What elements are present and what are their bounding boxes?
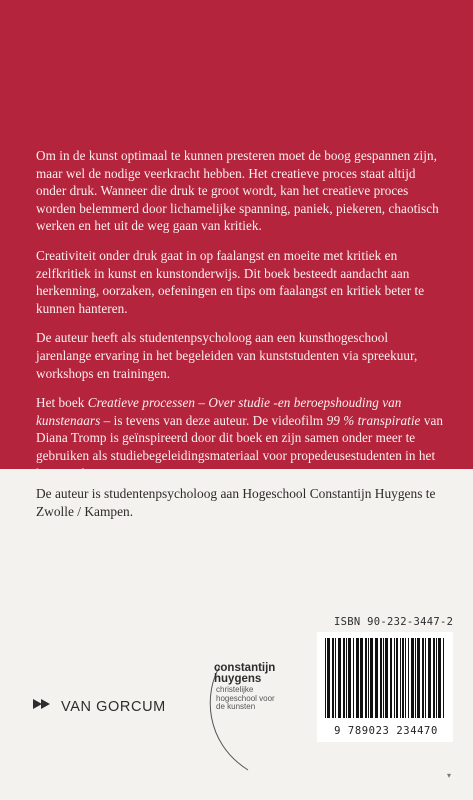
barcode-bar bbox=[353, 638, 354, 718]
blurb-paragraph-2: Creativiteit onder druk gaat in op faalangst en moeite met kritiek en zelfkritiek in kunst en kunstonderwijs. Dit boek besteedt aandacht aan herkenning, oorzaken, oefeningen en tips om faalangst en kritiek beter te kunnen hanteren. bbox=[36, 247, 425, 316]
barcode-bar bbox=[405, 638, 406, 718]
blurb-paragraph-3: De auteur heeft als studentenpsycholoog aan een kunsthogeschool jarenlange ervaring in het begeleiden van kunststudenten via spreekuur, workshops en trainingen. bbox=[36, 330, 418, 381]
barcode-bar bbox=[338, 638, 341, 718]
publisher-name: VAN GORCUM bbox=[61, 698, 166, 715]
blurb-paragraph-1: Om in de kunst optimaal te kunnen presteren moet de boog gespannen zijn, maar wel de nodige veerkracht hebben. Het creatieve proces staat altijd onder druk. Wanneer die druk te groot wordt, kan het creatieve proces worden belemmerd door lichamelijke spanning, paniek, piekeren, chaotisch werken en het uit de weg gaan van kritiek. bbox=[36, 148, 439, 234]
barcode-bars bbox=[317, 632, 453, 724]
barcode-bar bbox=[356, 638, 359, 718]
barcode-bar bbox=[402, 638, 404, 718]
barcode-bar bbox=[383, 638, 384, 718]
barcode-bar bbox=[375, 638, 378, 718]
school-logo-sub3: de kunsten bbox=[216, 702, 256, 711]
barcode-bar bbox=[396, 638, 398, 718]
barcode-bar bbox=[408, 638, 409, 718]
school-logo-line2: huygens bbox=[214, 673, 262, 685]
barcode-bar bbox=[348, 638, 351, 718]
isbn-label: ISBN 90-232-3447-2 bbox=[334, 616, 454, 628]
van-gorcum-arrow-icon bbox=[33, 697, 55, 716]
school-logo-sub1: christelijke bbox=[216, 685, 254, 694]
school-logo-subtitle bbox=[216, 686, 275, 712]
barcode-bar bbox=[411, 638, 414, 718]
barcode-bar bbox=[370, 638, 373, 718]
barcode-bar bbox=[400, 638, 401, 718]
barcode-bar bbox=[385, 638, 388, 718]
barcode-bar bbox=[365, 638, 367, 718]
barcode-bar bbox=[394, 638, 395, 718]
barcode-bar bbox=[335, 638, 336, 718]
author-note: De auteur is studentenpsycholoog aan Hogeschool Constantijn Huygens te Zwolle / Kampen. bbox=[36, 486, 436, 519]
blurb-p4-part-b: – is tevens van deze auteur. De videofilm bbox=[100, 412, 327, 428]
barcode-bar bbox=[415, 638, 416, 718]
barcode-bar bbox=[390, 638, 392, 718]
video-film-title: 99 % transpiratie bbox=[326, 412, 421, 428]
school-logo-wordmark bbox=[214, 663, 275, 685]
barcode-bar bbox=[327, 638, 330, 718]
barcode-bar bbox=[436, 638, 437, 718]
school-logo-line1: constantijn bbox=[214, 662, 276, 674]
barcode-bar bbox=[417, 638, 420, 718]
barcode-bar bbox=[443, 638, 444, 718]
blurb-text bbox=[36, 147, 446, 494]
barcode-bar bbox=[422, 638, 424, 718]
barcode-bar bbox=[425, 638, 426, 718]
school-logo bbox=[196, 662, 326, 772]
school-logo-sub2: hogeschool voor bbox=[216, 693, 275, 703]
barcode-bar bbox=[428, 638, 431, 718]
publisher-logo bbox=[33, 697, 166, 716]
barcode-bar bbox=[332, 638, 334, 718]
barcode-bar bbox=[380, 638, 382, 718]
blurb-p4-part-a: Het boek bbox=[36, 395, 88, 411]
barcode-bar bbox=[346, 638, 347, 718]
barcode-bar bbox=[368, 638, 369, 718]
blurb-paragraph-4 bbox=[36, 394, 446, 482]
barcode-bar bbox=[360, 638, 363, 718]
related-book-title: Creatieve processen – Over studie -en beroepshouding van kunstenaars bbox=[36, 395, 402, 428]
barcode-number: 9 789023 234470 bbox=[334, 725, 438, 737]
corner-mark: ▾ bbox=[447, 771, 452, 780]
barcode-bar bbox=[433, 638, 435, 718]
barcode-bar bbox=[343, 638, 345, 718]
barcode-bar bbox=[438, 638, 441, 718]
blurb-p4-part-c: van Diana Tromp is geïnspireerd door dit boek en zijn samen onder meer te gebruiken als studiebegeleidingsmateriaal voor propedeusestudenten in het kunstonderwijs. bbox=[36, 412, 444, 481]
